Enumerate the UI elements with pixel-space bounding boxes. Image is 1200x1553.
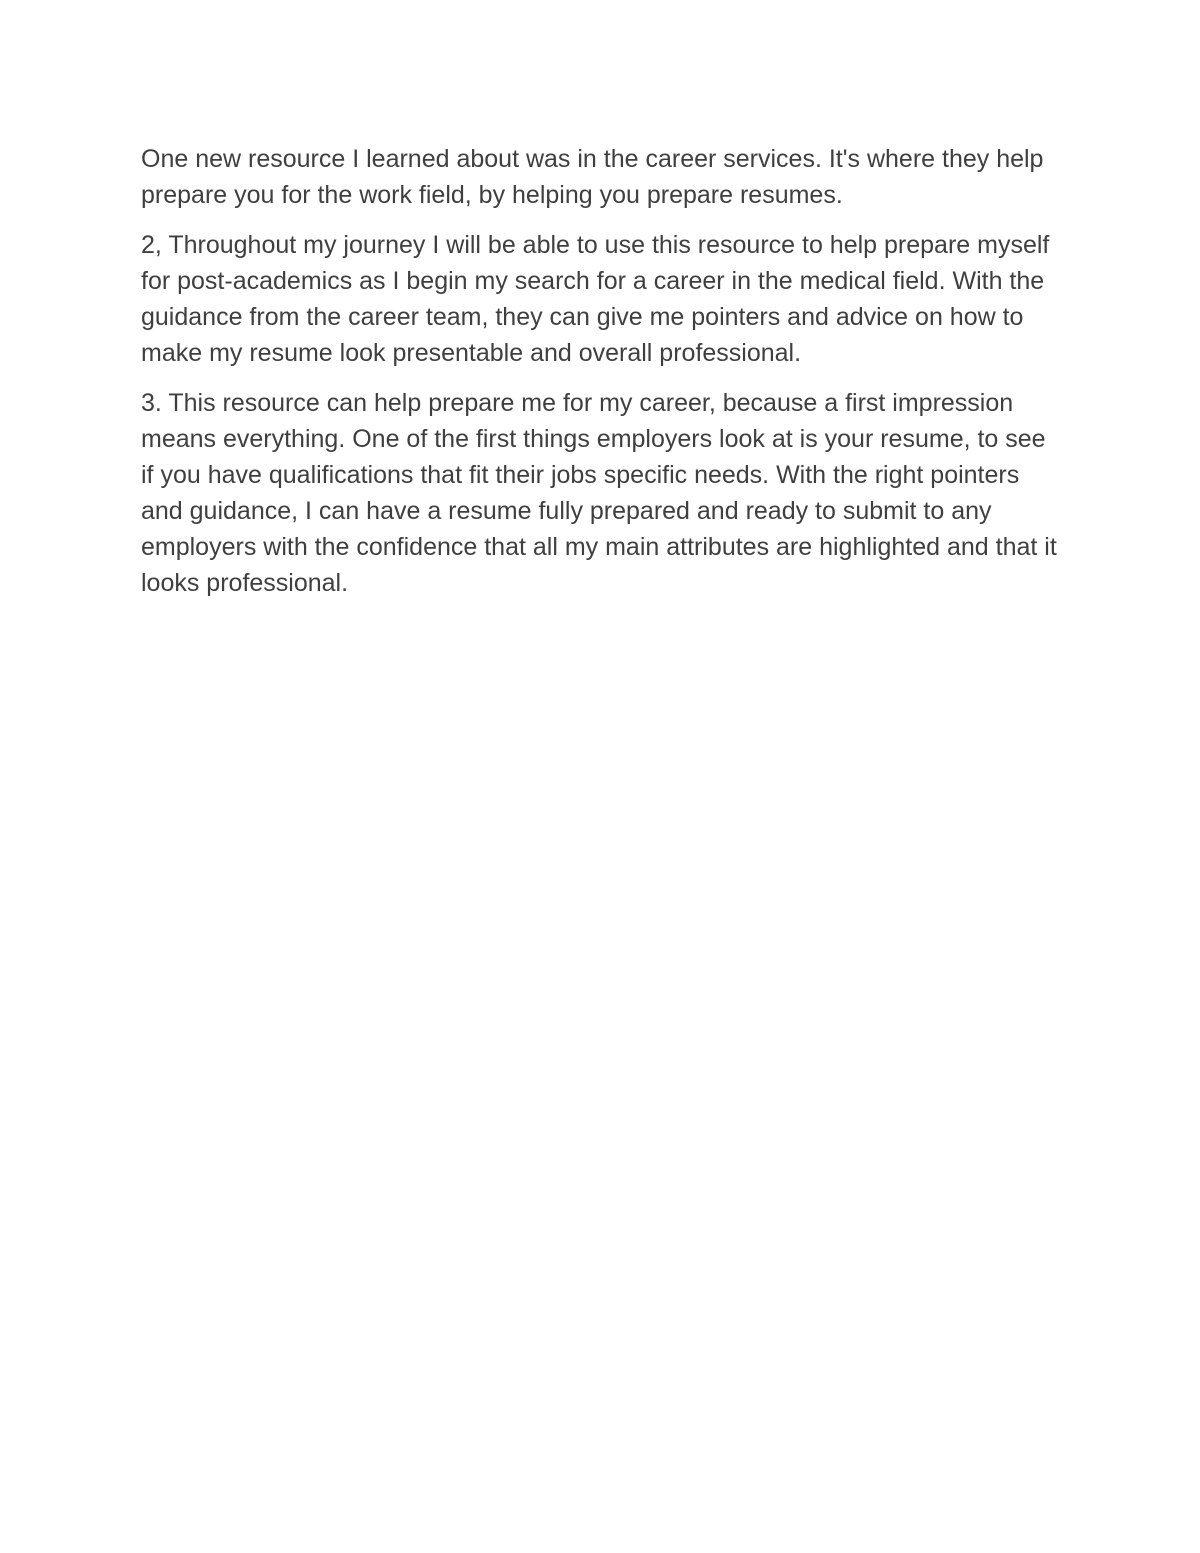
document-body [141,141,1061,615]
paragraph-career-preparation: 3. This resource can help prepare me for my career, because a first impression means everything. One of the first things employers look at is your resume, to see if you have qualifications that fit their jobs specific needs. With the right pointers and guidance, I can have a resume fully prepared and ready to submit to any employers with the confidence that all my main attributes are highlighted and that it looks professional. [141,389,1057,597]
paragraph-journey-use: 2, Throughout my journey I will be able to use this resource to help prepare myself for post-academics as I begin my search for a career in the medical field. With the guidance from the career team, they can give me pointers and advice on how to make my resume look presentable and overall professional. [141,231,1050,367]
paragraph-career-services-intro: One new resource I learned about was in the career services. It's where they help prepare you for the work field, by helping you prepare resumes. [141,145,1044,209]
